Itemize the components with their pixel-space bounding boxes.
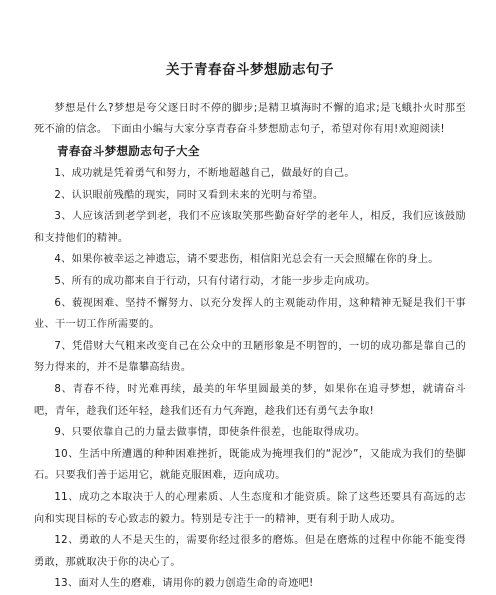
- quote-item-4: 4、如果你被幸运之神遗忘，请不要悲伤，相信阳光总会有一天会照耀在你的身上。: [54, 254, 439, 266]
- quote-item-1: 1、成功就是凭着勇气和努力，不断地超越自己，做最好的自己。: [54, 168, 355, 179]
- intro-paragraph: 梦想是什么?梦想是夸父逐日时不停的脚步;是精卫填海时不懈的追求;是飞蛾扑火时那至死不渝的信念。 下面由小编与大家分享青春奋斗梦想励志句子，希望对你有用!欢迎阅读!: [34, 103, 466, 135]
- quote-item-13: 13、面对人生的磨难，请用你的毅力创造生命的奇迹吧!: [54, 578, 314, 590]
- quote-item-6: 6、藐视困难、坚持不懈努力、以充分发挥人的主观能动作用，这种精神无疑是我们干事业、干一切工作所需要的。: [34, 297, 466, 331]
- quote-item-3: 3、人应该活到老学到老，我们不应该取笑那些勤奋好学的老年人，相反，我们应该鼓励和支持他们的精神。: [34, 211, 466, 244]
- quote-item-10: 10、生活中所遭遇的种种困难挫折，既能成为掩埋我们的“泥沙”，又能成为我们的垫脚石。只要我们善于运用它，就能克服困难，迈向成功。: [34, 448, 466, 482]
- section-heading: 青春奋斗梦想励志句子大全: [57, 144, 200, 158]
- quote-list: [34, 163, 466, 595]
- article-title: 关于青春奋斗梦想励志句子: [166, 62, 334, 78]
- quote-item-8: 8、青春不待，时光难再续，最美的年华里圆最美的梦，如果你在追寻梦想，就请奋斗吧，青年，趁我们还年轻，趁我们还有力气奔跑，趁我们还有勇气去争取!: [34, 383, 466, 417]
- quote-item-9: 9、只要依靠自己的力量去做事情，即使条件很差，也能取得成功。: [54, 427, 366, 439]
- quote-item-5: 5、所有的成功都来自于行动，只有付诸行动，才能一步步走向成功。: [54, 275, 376, 287]
- quote-item-11: 11、成功之本取决于人的心理素质、人生态度和才能资质。除了这些还要具有高远的志向和实现目标的专心致志的毅力。特别是专注于一的精神，更有利于助人成功。: [34, 491, 466, 525]
- quote-item-7: 7、凭借财大气粗来改变自己在公众中的丑陋形象是不明智的，一切的成功都是靠自己的努力得来的，并不是靠攀高结贵。: [34, 340, 466, 374]
- quote-item-2: 2、认识眼前残酷的现实，同时又看到未来的光明与希望。: [54, 189, 324, 201]
- quote-item-12: 12、勇敢的人不是天生的，需要你经过很多的磨炼。但是在磨炼的过程中你能不能变得勇敢，那就取决于你的决心了。: [34, 535, 466, 568]
